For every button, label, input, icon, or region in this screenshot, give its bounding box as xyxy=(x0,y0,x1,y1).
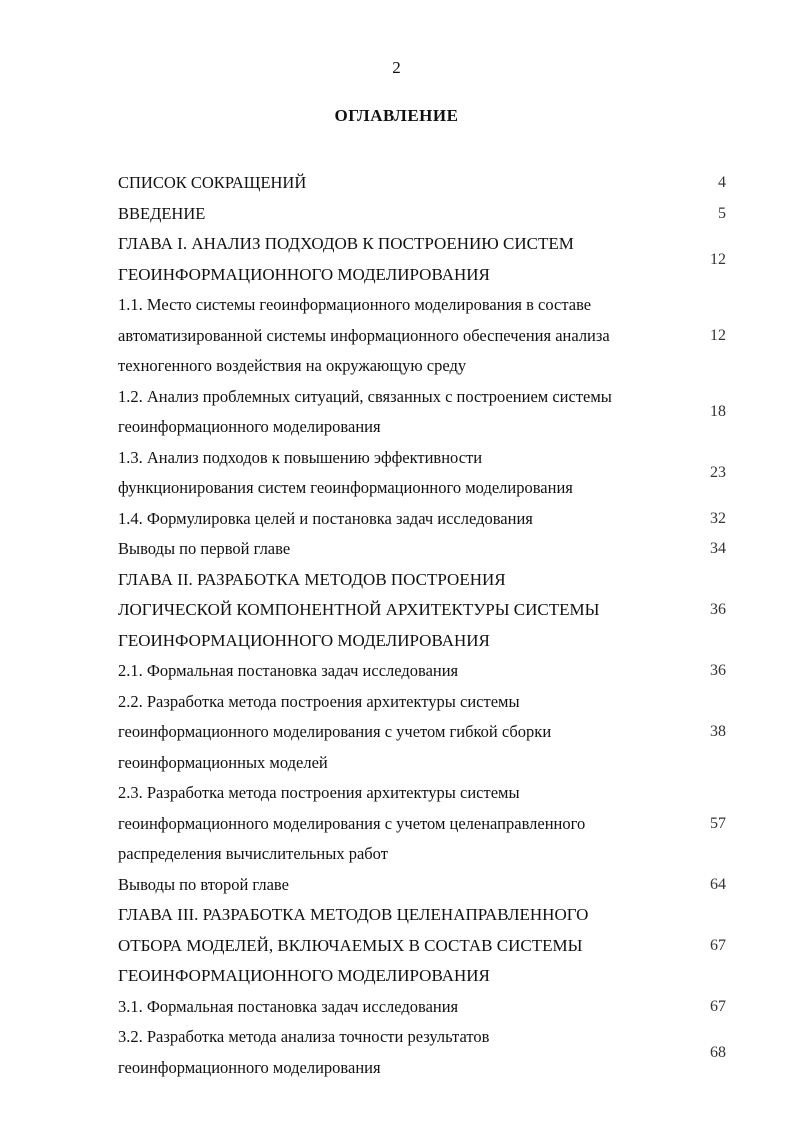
toc-entry-line: Выводы по второй главе xyxy=(118,874,289,894)
toc-entry-page-number: 12 xyxy=(710,250,726,268)
page-number: 2 xyxy=(392,58,401,77)
toc-entry-line: ГЕОИНФОРМАЦИОННОГО МОДЕЛИРОВАНИЯ xyxy=(118,966,490,985)
toc-entry-line: ГЕОИНФОРМАЦИОННОГО МОДЕЛИРОВАНИЯ xyxy=(118,264,490,284)
toc-entry xyxy=(118,290,726,382)
toc-entry-line: функционирования систем геоинформационного моделирования xyxy=(118,478,573,497)
toc-entry-text xyxy=(118,382,693,443)
table-of-contents xyxy=(118,168,726,1083)
toc-entry-line: ВВЕДЕНИЕ xyxy=(118,203,206,223)
toc-entry-text xyxy=(118,992,693,1023)
toc-entry-page-number: 36 xyxy=(710,662,726,680)
toc-entry-page-number: 34 xyxy=(710,540,726,558)
toc-entry-line: 1.4. Формулировка целей и постановка задач исследования xyxy=(118,508,533,528)
toc-entry-line: 3.1. Формальная постановка задач исследования xyxy=(118,996,459,1016)
toc-entry xyxy=(118,687,726,779)
toc-entry-page-number: 32 xyxy=(710,509,726,527)
toc-entry-text xyxy=(118,168,693,199)
toc-entry-line: геоинформационного моделирования xyxy=(118,417,381,436)
toc-entry-text xyxy=(118,290,693,382)
toc-entry-text xyxy=(118,199,693,230)
toc-entry xyxy=(118,900,726,992)
toc-entry xyxy=(118,504,726,535)
toc-entry-line: геоинформационного моделирования xyxy=(118,1057,381,1077)
toc-entry xyxy=(118,778,726,870)
toc-entry-line: Выводы по первой главе xyxy=(118,539,291,558)
toc-entry xyxy=(118,382,726,443)
toc-entry-text xyxy=(118,443,693,504)
toc-entry-line: геоинформационного моделирования с учетом гибкой сборки xyxy=(118,722,552,741)
toc-entry-line: 1.3. Анализ подходов к повышению эффективности xyxy=(118,447,483,467)
toc-entry-page-number: 38 xyxy=(710,723,726,741)
toc-entry-line: ГЛАВА III. РАЗРАБОТКА МЕТОДОВ ЦЕЛЕНАПРАВЛЕННОГО xyxy=(118,905,589,924)
toc-entry-line: ГЛАВА I. АНАЛИЗ ПОДХОДОВ К ПОСТРОЕНИЮ СИСТЕМ xyxy=(118,234,574,253)
toc-entry-text xyxy=(118,504,693,535)
toc-entry xyxy=(118,1022,726,1083)
toc-entry-line: распределения вычислительных работ xyxy=(118,844,388,863)
toc-entry-line: СПИСОК СОКРАЩЕНИЙ xyxy=(118,173,307,192)
toc-entry-page-number: 57 xyxy=(710,814,726,832)
toc-entry-page-number: 67 xyxy=(710,997,726,1015)
toc-entry-line: геоинформационного моделирования с учетом целенаправленного xyxy=(118,813,586,833)
toc-entry-line: 2.3. Разработка метода построения архитектуры системы xyxy=(118,783,520,802)
toc-entry-line: ОТБОРА МОДЕЛЕЙ, ВКЛЮЧАЕМЫХ В СОСТАВ СИСТЕМЫ xyxy=(118,935,583,955)
toc-entry-line: 3.2. Разработка метода анализа точности результатов xyxy=(118,1027,490,1046)
toc-entry-page-number: 68 xyxy=(710,1043,726,1061)
toc-entry xyxy=(118,534,726,565)
toc-entry-text xyxy=(118,900,693,992)
toc-entry-text xyxy=(118,870,693,901)
toc-entry xyxy=(118,992,726,1023)
toc-entry xyxy=(118,199,726,230)
toc-entry-text xyxy=(118,1022,693,1083)
toc-entry-text xyxy=(118,687,693,779)
toc-entry-line: 1.2. Анализ проблемных ситуаций, связанных с построением системы xyxy=(118,386,612,406)
toc-entry-text xyxy=(118,534,693,565)
toc-entry-line: 2.2. Разработка метода построения архитектуры системы xyxy=(118,691,520,711)
toc-entry-text xyxy=(118,778,693,870)
toc-entry-line: ГЕОИНФОРМАЦИОННОГО МОДЕЛИРОВАНИЯ xyxy=(118,630,490,650)
toc-entry-line: геоинформационных моделей xyxy=(118,752,328,772)
toc-entry-line: 2.1. Формальная постановка задач исследования xyxy=(118,661,459,680)
toc-entry-page-number: 12 xyxy=(710,326,726,344)
toc-entry-text xyxy=(118,656,693,687)
toc-entry xyxy=(118,656,726,687)
toc-entry-line: техногенного воздействия на окружающую среду xyxy=(118,356,467,375)
toc-entry-text xyxy=(118,565,693,657)
toc-entry-line: ГЛАВА II. РАЗРАБОТКА МЕТОДОВ ПОСТРОЕНИЯ xyxy=(118,569,506,589)
toc-entry-page-number: 67 xyxy=(710,936,726,954)
toc-entry xyxy=(118,565,726,657)
toc-entry xyxy=(118,229,726,290)
toc-title: ОГЛАВЛЕНИЕ xyxy=(334,106,459,125)
toc-entry xyxy=(118,870,726,901)
toc-entry-line: 1.1. Место системы геоинформационного моделирования в составе xyxy=(118,295,592,314)
toc-entry-page-number: 64 xyxy=(710,875,726,893)
toc-entry-page-number: 4 xyxy=(718,174,726,192)
toc-entry-page-number: 5 xyxy=(718,204,726,222)
toc-entry xyxy=(118,168,726,199)
toc-entry-text xyxy=(118,229,693,290)
toc-entry xyxy=(118,443,726,504)
toc-entry-page-number: 18 xyxy=(710,403,726,420)
toc-entry-page-number: 36 xyxy=(710,601,726,619)
toc-entry-page-number: 23 xyxy=(710,464,726,481)
toc-entry-line: автоматизированной системы информационного обеспечения анализа xyxy=(118,325,610,345)
toc-entry-line: ЛОГИЧЕСКОЙ КОМПОНЕНТНОЙ АРХИТЕКТУРЫ СИСТЕМЫ xyxy=(118,600,600,619)
